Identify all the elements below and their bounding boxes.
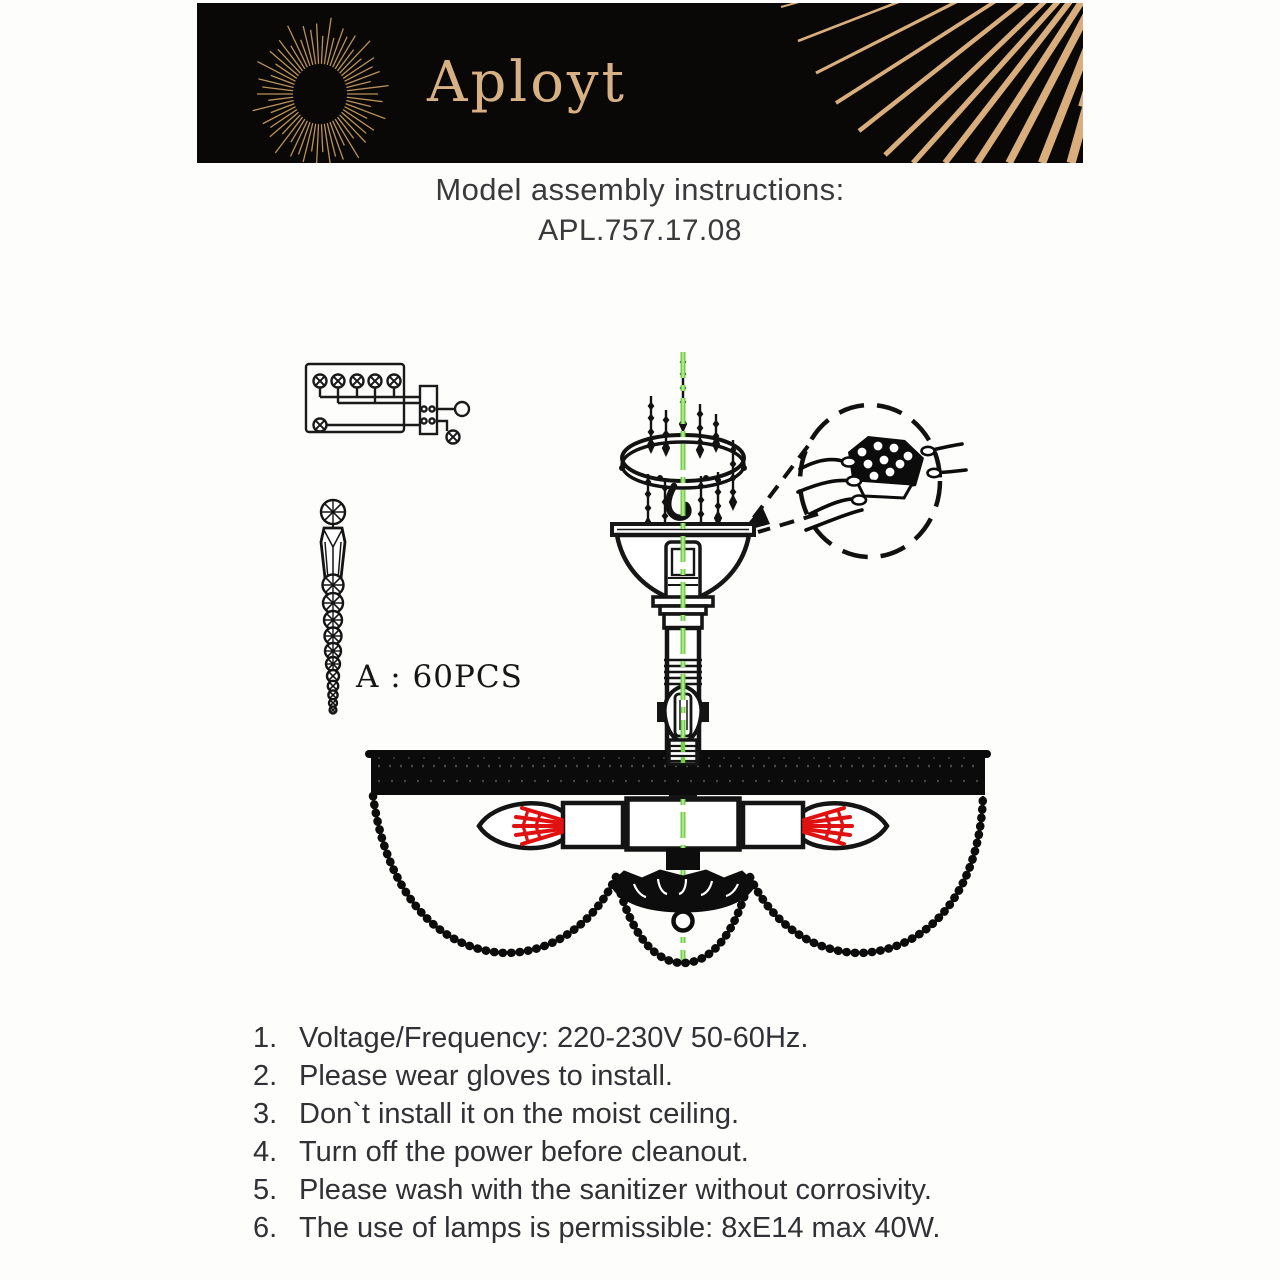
instructions-list (253, 1022, 1093, 1250)
item-number: 4. (253, 1136, 278, 1168)
model-number: APL.757.17.08 (538, 214, 742, 247)
instruction-item (253, 1174, 1093, 1212)
instruction-item (253, 1212, 1093, 1250)
ray-fan-icon (781, 3, 1083, 163)
instruction-item (253, 1136, 1093, 1174)
crystal-bead-strand-a (321, 500, 345, 713)
instruction-item (253, 1098, 1093, 1136)
item-text: Don`t install it on the moist ceiling. (299, 1098, 740, 1130)
item-number: 3. (253, 1098, 278, 1130)
item-number: 5. (253, 1174, 278, 1206)
item-text: Voltage/Frequency: 220-230V 50-60Hz. (299, 1022, 809, 1054)
finial-ball (674, 912, 693, 931)
brand-name: Aployt (427, 50, 628, 115)
item-text: Please wash with the sanitizer without corrosivity. (299, 1174, 932, 1206)
item-text: Turn off the power before cleanout. (299, 1136, 749, 1168)
title-block (0, 172, 1280, 248)
item-number: 6. (253, 1212, 278, 1244)
part-a-label: A : 60PCS (356, 659, 523, 695)
item-text: Please wear gloves to install. (299, 1060, 673, 1092)
item-number: 1. (253, 1022, 278, 1054)
banner-art (197, 3, 1083, 163)
instruction-item (253, 1060, 1093, 1098)
instruction-item (253, 1022, 1093, 1060)
assembly-diagram (0, 330, 1280, 1010)
item-number: 2. (253, 1060, 278, 1092)
threaded-coupler (666, 740, 700, 764)
page-title: Model assembly instructions: (435, 172, 845, 207)
crystal-strands (644, 352, 737, 551)
lamp-arm-box (563, 803, 623, 847)
item-text: The use of lamps is permissible: 8xE14 max 40W. (299, 1212, 941, 1244)
wiring-schematic (306, 364, 469, 444)
brand-banner (197, 3, 1083, 163)
sunburst-logo-icon (253, 18, 389, 163)
bowl-collar (666, 848, 700, 870)
magnified-hand-detail (741, 405, 966, 557)
